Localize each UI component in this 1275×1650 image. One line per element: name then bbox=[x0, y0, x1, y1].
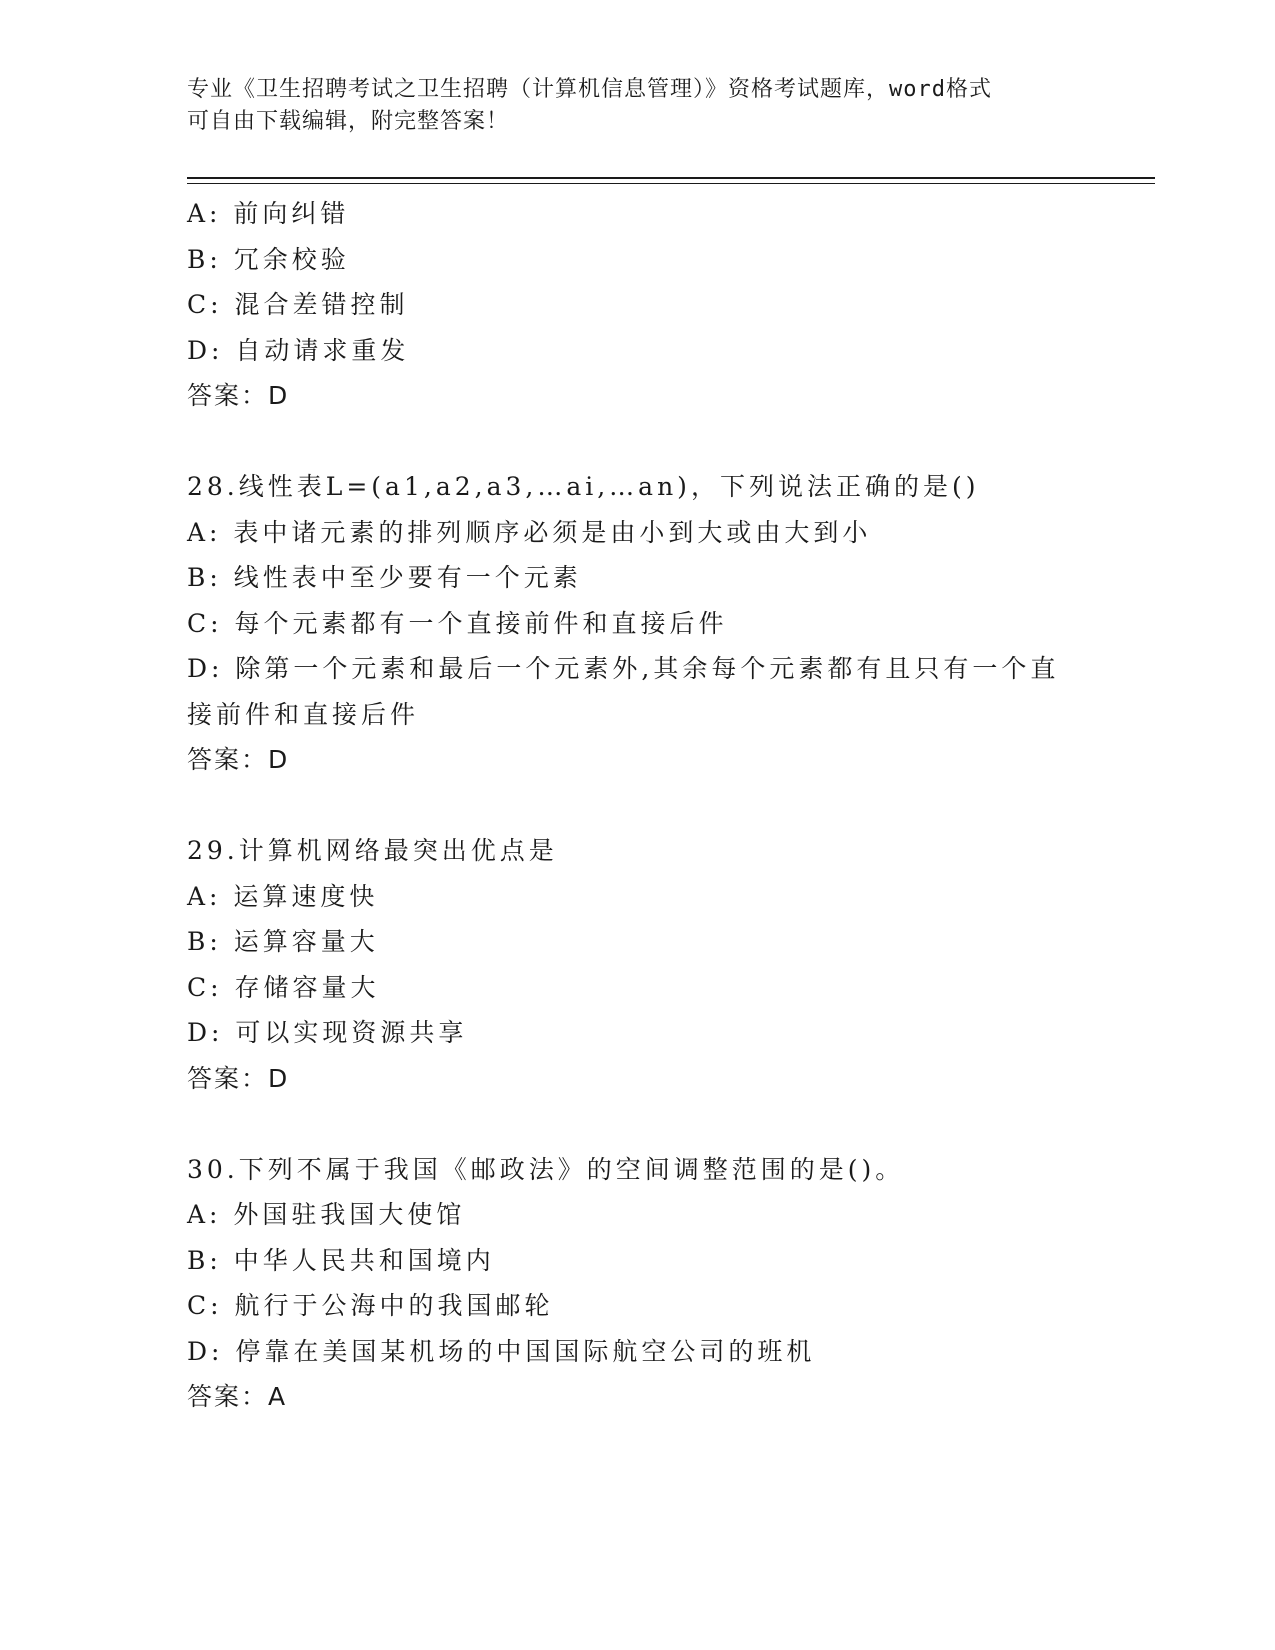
question-27 bbox=[187, 191, 1107, 419]
option-b: B: 中华人民共和国境内 bbox=[187, 1245, 495, 1275]
option-a: A: 表中诸元素的排列顺序必须是由小到大或由大到小 bbox=[187, 517, 872, 547]
option-a: A: 前向纠错 bbox=[187, 199, 350, 228]
option-c: C: 存储容量大 bbox=[187, 972, 380, 1002]
answer-label: 答案：D bbox=[187, 745, 290, 774]
option-d: D: 除第一个元素和最后一个元素外,其余每个元素都有且只有一个直 bbox=[187, 654, 1060, 683]
answer-label: 答案：D bbox=[187, 1063, 290, 1093]
question-text: 28.线性表L=(a1,a2,a3,…ai,…an)，下列说法正确的是() bbox=[187, 472, 980, 501]
question-28 bbox=[187, 464, 1107, 783]
spacer bbox=[187, 419, 1107, 465]
question-text: 29.计算机网络最突出优点是 bbox=[187, 836, 558, 865]
option-b: B: 运算容量大 bbox=[187, 927, 379, 956]
option-b: B: 冗余校验 bbox=[187, 244, 350, 274]
option-d: D: 可以实现资源共享 bbox=[187, 1018, 468, 1047]
document-header bbox=[187, 74, 1087, 138]
answer-label: 答案：A bbox=[187, 1382, 288, 1411]
spacer bbox=[187, 783, 1107, 829]
spacer bbox=[187, 1101, 1107, 1147]
option-c: C: 每个元素都有一个直接前件和直接后件 bbox=[187, 608, 728, 638]
answer-label: 答案：D bbox=[187, 381, 290, 410]
header-line-2: 可自由下载编辑，附完整答案！ bbox=[187, 109, 510, 134]
option-a: A: 运算速度快 bbox=[187, 881, 379, 911]
question-30 bbox=[187, 1147, 1107, 1420]
option-d: D: 自动请求重发 bbox=[187, 335, 410, 365]
question-29 bbox=[187, 828, 1107, 1101]
header-divider-thick bbox=[187, 177, 1155, 179]
option-d: D: 停靠在美国某机场的中国国际航空公司的班机 bbox=[187, 1336, 816, 1366]
question-text: 30.下列不属于我国《邮政法》的空间调整范围的是()。 bbox=[187, 1154, 905, 1184]
header-divider-thin bbox=[187, 183, 1155, 184]
option-d-continued: 接前件和直接后件 bbox=[187, 699, 420, 729]
question-list bbox=[187, 191, 1107, 1420]
option-c: C: 混合差错控制 bbox=[187, 290, 409, 319]
option-c: C: 航行于公海中的我国邮轮 bbox=[187, 1291, 554, 1320]
option-a: A: 外国驻我国大使馆 bbox=[187, 1200, 466, 1229]
option-b: B: 线性表中至少要有一个元素 bbox=[187, 563, 582, 592]
header-line-1: 专业《卫生招聘考试之卫生招聘（计算机信息管理）》资格考试题库，word格式 bbox=[187, 77, 992, 102]
